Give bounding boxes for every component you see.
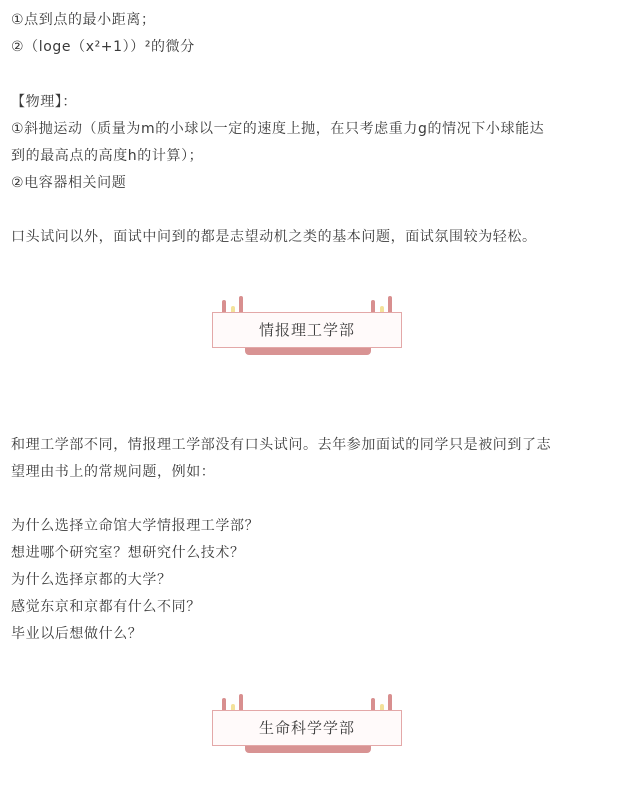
question-item: 毕业以后想做什么？	[11, 626, 143, 642]
banner-underbar	[245, 746, 371, 753]
math-item-2: ②（loge（x²+1））²的微分	[11, 39, 195, 55]
section-title-info: 情报理工学部	[258, 321, 355, 339]
section-banner-info	[212, 296, 404, 358]
info-paragraph-line-2: 望理由书上的常规问题，例如：	[11, 464, 216, 480]
info-paragraph-line-1: 和理工学部不同，情报理工学部没有口头试问。去年参加面试的同学只是被问到了志	[11, 437, 552, 453]
physics-item-1-line-1: ①斜抛运动（质量为m的小球以一定的速度上抛，在只考虑重力g的情况下小球能达	[11, 121, 545, 137]
physics-item-2: ②电容器相关问题	[11, 175, 127, 191]
question-item: 为什么选择立命馆大学情报理工学部？	[11, 518, 260, 534]
section-banner-life	[212, 694, 404, 756]
question-item: 感觉东京和京都有什么不同？	[11, 599, 201, 615]
banner-underbar	[245, 348, 371, 355]
math-item-1: ①点到点的最小距离；	[11, 12, 156, 28]
physics-heading: 【物理】：	[11, 94, 77, 110]
section-title-life: 生命科学学部	[258, 719, 355, 737]
question-item: 为什么选择京都的大学？	[11, 572, 172, 588]
summary-text: 口头试问以外，面试中问到的都是志望动机之类的基本问题，面试氛围较为轻松。	[11, 229, 537, 245]
physics-item-1-line-2: 到的最高点的高度h的计算）；	[11, 148, 204, 164]
question-item: 想进哪个研究室？想研究什么技术？	[11, 545, 245, 561]
